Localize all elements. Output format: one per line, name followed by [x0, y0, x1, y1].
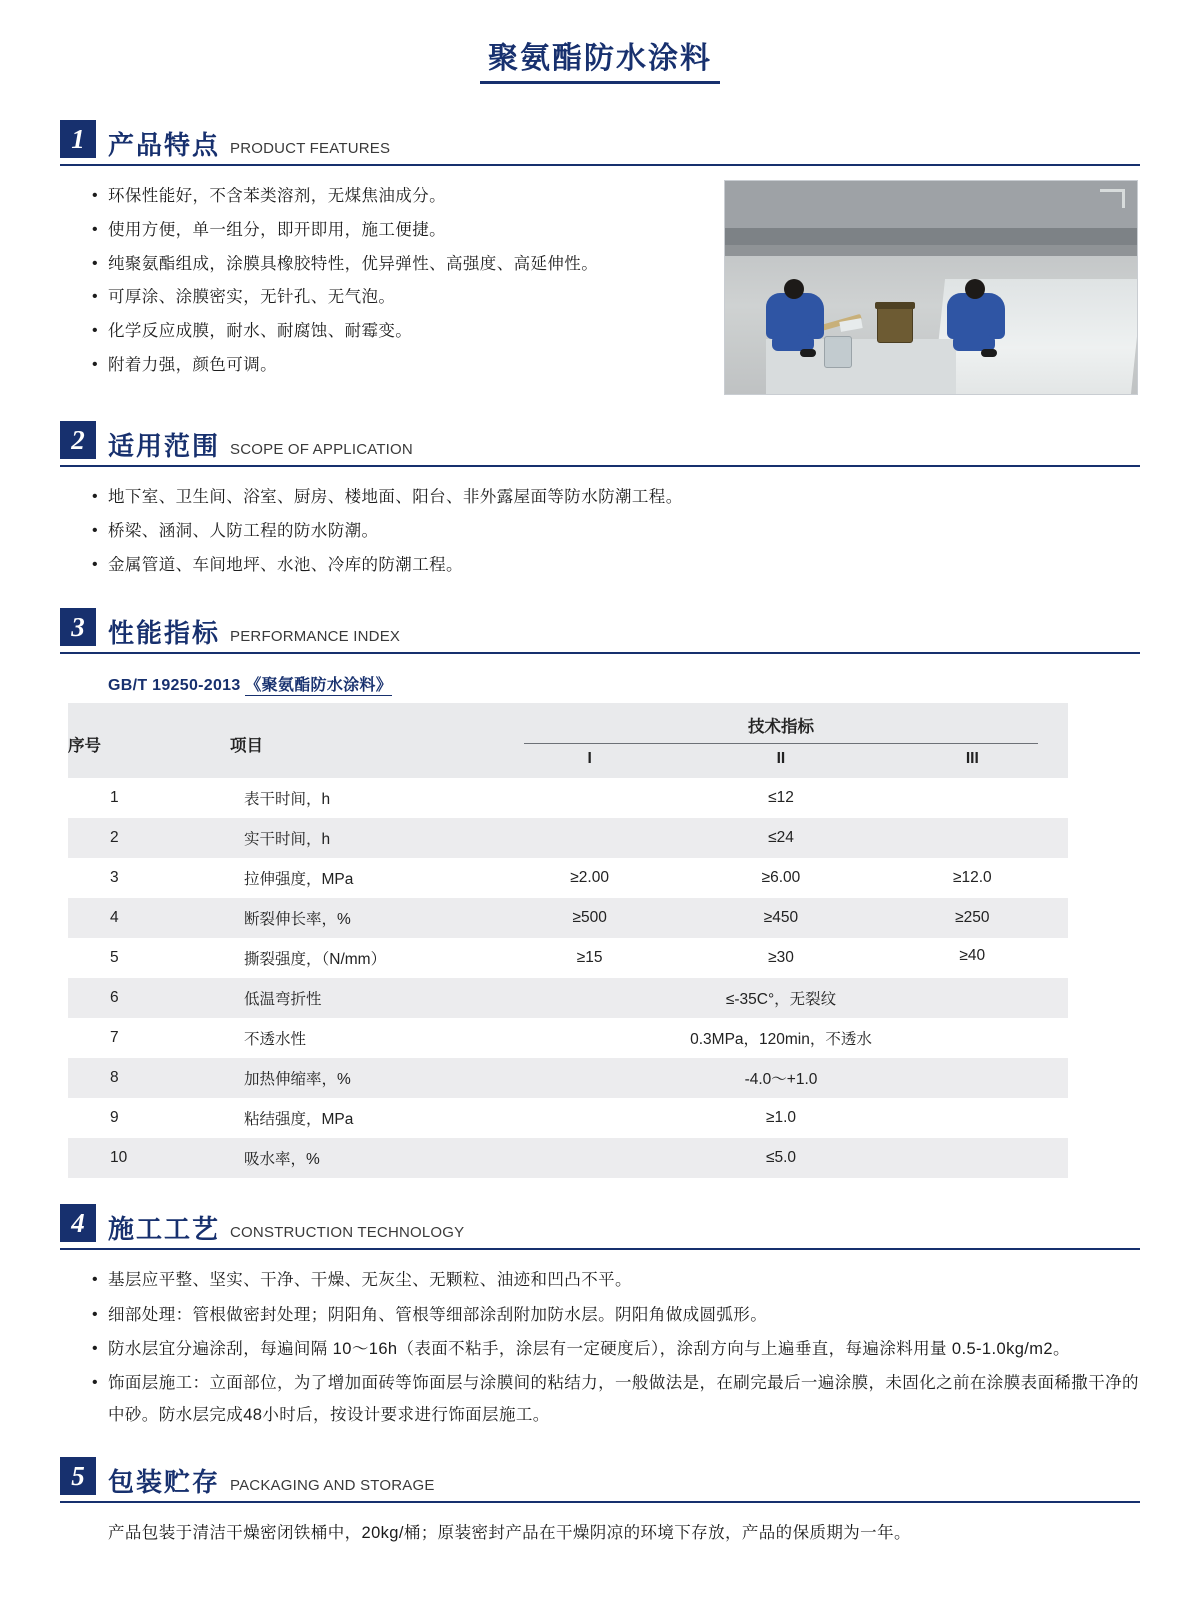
- cell-item: 拉伸强度，MPa: [244, 871, 354, 889]
- paint-can: [824, 336, 852, 368]
- cell-item: 撕裂强度，（N/mm）: [244, 951, 387, 969]
- cell-no: 3: [110, 869, 119, 887]
- cell-value-span: -4.0～+1.0: [494, 1058, 1068, 1098]
- col-header-no: 序号: [68, 703, 230, 778]
- section-rule-3: [60, 652, 1140, 654]
- construction-list: [60, 1264, 1140, 1431]
- section-title-en-2: SCOPE OF APPLICATION: [230, 441, 413, 458]
- cell-no: 4: [68, 898, 230, 938]
- cell-value-III: ≥40: [959, 947, 986, 965]
- list-item: • 饰面层施工：立面部位，为了增加面砖等饰面层与涂膜间的粘结力，一般做法是，在刷完最后一遍涂膜，未固化之前在涂膜表面稀撒干净的中砂。防水层完成48小时后，按设计要求进行饰面层施工。: [108, 1367, 1140, 1431]
- table-row: [68, 858, 1068, 898]
- cell-item: 加热伸缩率，%: [230, 1058, 494, 1098]
- section-packaging-and-storage: [60, 1457, 1140, 1549]
- product-features-list: [60, 180, 724, 383]
- cell-value-III: ≥12.0: [952, 869, 992, 887]
- section-construction-technology: [60, 1204, 1140, 1431]
- section-title-cn-5: 包装贮存: [108, 1467, 221, 1498]
- cell-value-II: ≥30: [768, 949, 794, 967]
- section-heading-4: [60, 1204, 1140, 1246]
- list-item: • 附着力强，颜色可调。: [108, 349, 724, 383]
- section-title-cn-3: 性能指标: [108, 618, 221, 649]
- scope-list: [60, 481, 1140, 582]
- performance-table: [68, 703, 1068, 1178]
- table-row: [68, 1058, 1068, 1098]
- section-title-en-4: CONSTRUCTION TECHNOLOGY: [230, 1224, 465, 1242]
- cell-item: 表干时间，h: [244, 791, 331, 809]
- cell-value-span: 0.3MPa，120min，不透水: [690, 1031, 872, 1049]
- cell-item: 不透水性: [244, 1031, 307, 1049]
- list-item: • 金属管道、车间地坪、水池、冷库的防潮工程。: [108, 549, 1140, 583]
- section-rule-5: [60, 1501, 1140, 1503]
- cell-no: 1: [110, 789, 119, 807]
- section-title-cn-1: 产品特点: [108, 130, 221, 160]
- col-header-grade-3: III: [877, 748, 1068, 778]
- table-row: [68, 778, 1068, 818]
- table-header-row: [68, 703, 1068, 748]
- section-rule-4: [60, 1248, 1140, 1250]
- section-number-3: 3: [60, 608, 96, 646]
- list-item: • 基层应平整、坚实、干净、干燥、无灰尘、无颗粒、油迹和凹凸不平。: [108, 1264, 1140, 1296]
- table-row: [68, 898, 1068, 938]
- col-header-tech-label: 技术指标: [748, 718, 814, 737]
- cell-no: 2: [68, 818, 230, 858]
- section-title-en-1: PRODUCT FEATURES: [230, 140, 391, 157]
- cell-value-II: ≥6.00: [761, 869, 801, 887]
- cell-value-III: ≥250: [877, 898, 1068, 938]
- list-item: • 环保性能好，不含苯类溶剂，无煤焦油成分。: [108, 180, 724, 214]
- cell-item: 粘结强度，MPa: [244, 1111, 354, 1129]
- cell-no: 10: [68, 1138, 230, 1178]
- page-title: 聚氨酯防水涂料: [480, 42, 720, 84]
- table-row: [68, 978, 1068, 1018]
- section-heading-3: [60, 608, 1140, 650]
- list-item: • 防水层宜分遍涂刮，每遍间隔 10～16h（表面不粘手，涂层有一定硬度后），涂刮方向与上遍垂直，每遍涂料用量 0.5-1.0kg/m2。: [108, 1333, 1140, 1365]
- cell-value-I: ≥500: [494, 898, 685, 938]
- section-title-en-5: PACKAGING AND STORAGE: [230, 1477, 435, 1495]
- col-header-tech: [494, 703, 1068, 748]
- section-title-cn-2: 适用范围: [108, 431, 221, 461]
- section-scope-of-application: [60, 421, 1140, 582]
- cell-no: 5: [110, 949, 119, 967]
- table-row: [68, 1018, 1068, 1058]
- cell-item: 吸水率，%: [230, 1138, 494, 1178]
- list-item: • 使用方便，单一组分，即开即用，施工便捷。: [108, 214, 724, 248]
- packaging-paragraph: 产品包装于清洁干燥密闭铁桶中，20kg/桶；原装密封产品在干燥阴凉的环境下存放，产品的保质期为一年。: [108, 1524, 911, 1543]
- section-heading-1: [60, 120, 1140, 162]
- standard-code: GB/T 19250-2013: [108, 677, 241, 695]
- section-number-4: 4: [60, 1204, 96, 1242]
- cell-no: 9: [110, 1109, 119, 1127]
- section-number-1: 1: [60, 120, 96, 158]
- col-header-grade-2: II: [685, 748, 876, 778]
- worker-figure: [766, 293, 824, 339]
- list-item: • 地下室、卫生间、浴室、厨房、楼地面、阳台、非外露屋面等防水防潮工程。: [108, 481, 1140, 515]
- col-header-grade-1: I: [494, 748, 685, 778]
- table-row: [68, 1098, 1068, 1138]
- corner-mark-icon: [1100, 189, 1125, 208]
- cell-value-span: ≥1.0: [765, 1109, 797, 1127]
- section-title-cn-4: 施工工艺: [108, 1214, 221, 1245]
- section-rule-2: [60, 465, 1140, 467]
- section-heading-2: [60, 421, 1140, 463]
- cell-item: 实干时间，h: [230, 818, 494, 858]
- cell-no: 7: [110, 1029, 119, 1047]
- standard-label: [108, 672, 1140, 695]
- construction-photo: [724, 180, 1138, 395]
- paint-bucket: [877, 305, 913, 343]
- cell-value-I: ≥2.00: [570, 869, 609, 887]
- cell-value-span: ≤12: [768, 789, 794, 807]
- section-product-features: [60, 120, 1140, 395]
- worker-figure: [947, 293, 1005, 339]
- section-performance-index: [60, 608, 1140, 1178]
- table-row: [68, 938, 1068, 978]
- col-header-item: 项目: [230, 703, 494, 778]
- cell-no: 8: [68, 1058, 230, 1098]
- section-heading-5: [60, 1457, 1140, 1499]
- cell-value-I: ≥15: [576, 949, 603, 967]
- title-area: [60, 0, 1140, 94]
- table-row: [68, 818, 1068, 858]
- cell-value-span: ≤-35C°，无裂纹: [494, 978, 1068, 1018]
- list-item: • 化学反应成膜，耐水、耐腐蚀、耐霉变。: [108, 315, 724, 349]
- table-row: [68, 1138, 1068, 1178]
- list-item: • 桥梁、涵洞、人防工程的防水防潮。: [108, 515, 1140, 549]
- section-number-2: 2: [60, 421, 96, 459]
- cell-value-span: ≤24: [494, 818, 1068, 858]
- cell-value-II: ≥450: [685, 898, 876, 938]
- list-item: • 可厚涂、涂膜密实，无针孔、无气泡。: [108, 281, 724, 315]
- list-item: • 细部处理：管根做密封处理；阴阳角、管根等细部涂刮附加防水层。阴阳角做成圆弧形。: [108, 1299, 1140, 1331]
- cell-item: 低温弯折性: [230, 978, 494, 1018]
- cell-no: 6: [68, 978, 230, 1018]
- cell-value-span: ≤5.0: [494, 1138, 1068, 1178]
- standard-name: 《聚氨酯防水涂料》: [245, 677, 393, 695]
- section-title-en-3: PERFORMANCE INDEX: [230, 628, 401, 646]
- list-item: • 纯聚氨酯组成，涂膜具橡胶特性，优异弹性、高强度、高延伸性。: [108, 248, 724, 282]
- cell-item: 断裂伸长率，%: [230, 898, 494, 938]
- section-number-5: 5: [60, 1457, 96, 1495]
